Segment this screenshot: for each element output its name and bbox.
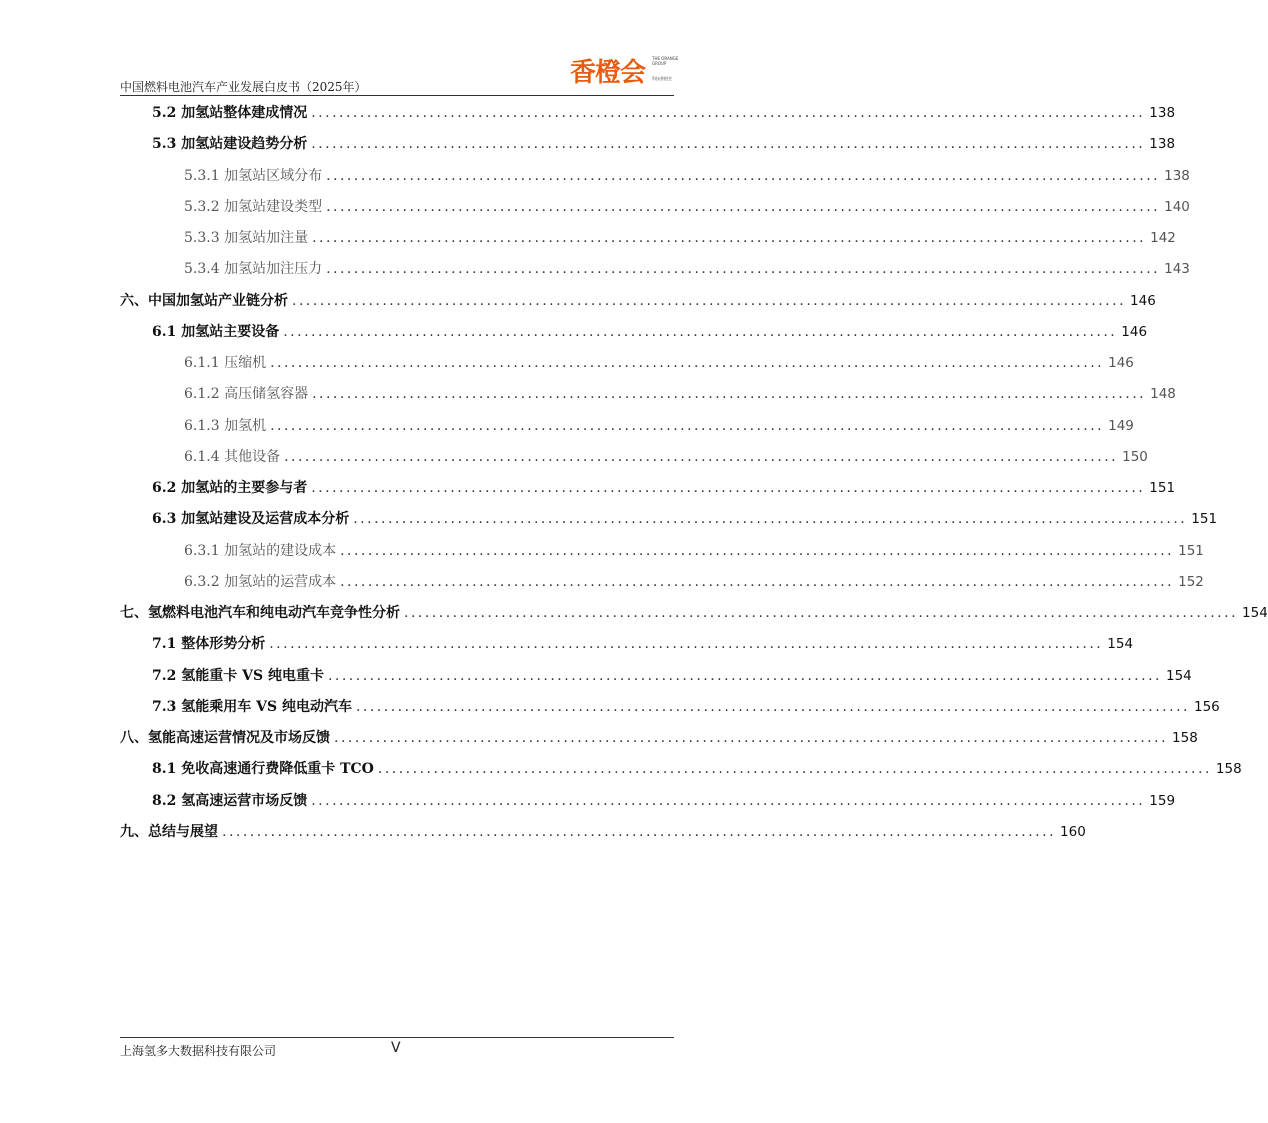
toc-leader-dots: ........................................................................................................................ — [355, 698, 1190, 715]
toc-leader-dots: ........................................................................................................................ — [311, 136, 1146, 153]
toc-entry-label: 5.3.1 加氢站区域分布 — [184, 167, 323, 184]
toc-entry[interactable] — [184, 227, 1176, 249]
toc-entry-label: 6.1.4 其他设备 — [184, 448, 281, 465]
toc-leader-dots: ........................................................................................................................ — [312, 386, 1147, 403]
logo-text: 香橙会 — [570, 58, 646, 88]
toc-leader-dots: ........................................................................................................................ — [311, 480, 1146, 496]
toc-entry-label: 6.1.1 压缩机 — [184, 355, 267, 371]
toc-entry-page: 151 — [1178, 542, 1204, 559]
toc-leader-dots: ........................................................................................................................ — [222, 823, 1057, 840]
toc-leader-dots: ........................................................................................................................ — [311, 792, 1146, 809]
toc-entry[interactable] — [184, 540, 1204, 562]
toc-entry-page: 158 — [1215, 761, 1242, 778]
toc-entry-page: 158 — [1172, 730, 1198, 746]
toc-entry[interactable] — [152, 790, 1176, 812]
toc-leader-dots: ........................................................................................................................ — [340, 573, 1175, 590]
toc-entry-label: 六、中国加氢站产业链分析 — [120, 292, 288, 309]
toc-leader-dots: ........................................................................................................................ — [326, 167, 1161, 184]
toc-entry[interactable] — [152, 665, 1192, 687]
toc-entry-label: 5.3.3 加氢站加注量 — [184, 230, 309, 246]
toc-leader-dots: ........................................................................................................................ — [404, 605, 1239, 621]
toc-entry[interactable] — [152, 508, 1218, 530]
toc-entry[interactable] — [120, 821, 1086, 843]
toc-entry-label: 7.3 氢能乘用车 VS 纯电动汽车 — [152, 698, 352, 715]
toc-entry[interactable] — [152, 633, 1134, 655]
toc-entry[interactable] — [120, 290, 1156, 312]
toc-entry-label: 5.3.4 加氢站加注压力 — [184, 261, 323, 278]
toc-entry-label: 7.1 整体形势分析 — [152, 636, 266, 653]
toc-entry[interactable] — [120, 727, 1198, 749]
toc-entry-page: 138 — [1164, 167, 1190, 184]
brand-logo — [570, 52, 680, 88]
toc-entry-label: 6.1.3 加氢机 — [184, 417, 267, 434]
toc-entry[interactable] — [184, 383, 1176, 405]
toc-entry-label: 九、总结与展望 — [120, 823, 218, 840]
toc-entry-page: 149 — [1108, 417, 1134, 434]
toc-entry-label: 6.1 加氢站主要设备 — [152, 323, 280, 340]
toc-entry-label: 6.3.2 加氢站的运营成本 — [184, 573, 337, 590]
toc-entry-page: 152 — [1178, 573, 1204, 590]
toc-entry-page: 146 — [1121, 323, 1148, 340]
footer-company: 上海氢多大数据科技有限公司 — [120, 1044, 277, 1058]
toc-entry-label: 6.2 加氢站的主要参与者 — [152, 480, 308, 496]
toc-leader-dots: ........................................................................................................................ — [377, 761, 1212, 778]
toc-entry-label: 6.1.2 高压储氢容器 — [184, 386, 309, 403]
toc-entry-label: 八、氢能高速运营情况及市场反馈 — [120, 730, 330, 746]
page-number: V — [391, 1040, 401, 1056]
toc-entry[interactable] — [184, 571, 1204, 593]
toc-leader-dots: ........................................................................................................................ — [283, 323, 1118, 340]
toc-entry[interactable] — [152, 321, 1148, 343]
toc-entry-page: 138 — [1149, 136, 1176, 153]
toc-leader-dots: ........................................................................................................................ — [311, 105, 1146, 121]
toc-entry-page: 151 — [1191, 511, 1218, 528]
toc-entry-page: 146 — [1130, 292, 1156, 309]
toc-leader-dots: ........................................................................................................................ — [292, 292, 1127, 309]
toc-leader-dots: ........................................................................................................................ — [312, 230, 1147, 246]
toc-entry-page: 154 — [1165, 667, 1192, 684]
toc-entry[interactable] — [184, 165, 1190, 187]
toc-leader-dots: ........................................................................................................................ — [269, 636, 1104, 653]
toc-entry-page: 150 — [1122, 448, 1148, 465]
toc-entry-label: 5.3 加氢站建设趋势分析 — [152, 136, 308, 153]
toc-entry-page: 154 — [1242, 605, 1268, 621]
toc-entry-label: 5.2 加氢站整体建成情况 — [152, 105, 308, 121]
toc-leader-dots: ........................................................................................................................ — [326, 198, 1161, 215]
toc-entry-label: 6.3.1 加氢站的建设成本 — [184, 542, 337, 559]
toc-leader-dots: ........................................................................................................................ — [353, 511, 1188, 528]
toc-entry-page: 156 — [1193, 698, 1220, 715]
toc-entry-label: 5.3.2 加氢站建设类型 — [184, 198, 323, 215]
toc-entry[interactable] — [152, 102, 1176, 124]
toc-entry[interactable] — [152, 133, 1176, 155]
toc-leader-dots: ........................................................................................................................ — [326, 261, 1161, 278]
toc-entry-page: 146 — [1108, 355, 1134, 371]
header-divider — [120, 95, 674, 96]
header-title: 中国燃料电池汽车产业发展白皮书（2025年） — [120, 80, 367, 94]
toc-leader-dots: ........................................................................................................................ — [284, 448, 1119, 465]
toc-entry-label: 七、氢燃料电池汽车和纯电动汽车竞争性分析 — [120, 605, 400, 621]
toc-entry[interactable] — [152, 758, 1242, 780]
toc-entry-label: 8.1 免收高速通行费降低重卡 TCO — [152, 761, 374, 778]
toc-entry-page: 154 — [1107, 636, 1134, 653]
toc-entry[interactable] — [184, 196, 1190, 218]
toc-entry-label: 6.3 加氢站建设及运营成本分析 — [152, 511, 350, 528]
logo-subtitle: 科技香橙会 — [652, 76, 672, 81]
toc-entry[interactable] — [184, 446, 1148, 468]
toc-entry-page: 143 — [1164, 261, 1190, 278]
toc-entry-page: 148 — [1150, 386, 1176, 403]
logo-english: THE ORANGE GROUP — [652, 56, 679, 66]
toc-entry-label: 8.2 氢高速运营市场反馈 — [152, 792, 308, 809]
toc-leader-dots: ........................................................................................................................ — [334, 730, 1169, 746]
toc-entry[interactable] — [184, 258, 1190, 280]
toc-leader-dots: ........................................................................................................................ — [270, 417, 1105, 434]
toc-leader-dots: ........................................................................................................................ — [327, 667, 1162, 684]
toc-leader-dots: ........................................................................................................................ — [340, 542, 1175, 559]
toc-entry-label: 7.2 氢能重卡 VS 纯电重卡 — [152, 667, 324, 684]
toc-entry-page: 159 — [1149, 792, 1176, 809]
toc-entry-page: 142 — [1150, 230, 1176, 246]
toc-entry[interactable] — [184, 352, 1134, 374]
toc-entry-page: 140 — [1164, 198, 1190, 215]
toc-leader-dots: ........................................................................................................................ — [270, 355, 1105, 371]
toc-entry[interactable] — [184, 415, 1134, 437]
toc-entry[interactable] — [152, 477, 1176, 499]
toc-entry[interactable] — [152, 696, 1220, 718]
toc-entry[interactable] — [120, 602, 1268, 624]
toc-entry-page: 160 — [1060, 823, 1086, 840]
toc-entry-page: 151 — [1149, 480, 1176, 496]
toc-entry-page: 138 — [1149, 105, 1176, 121]
footer-divider — [120, 1037, 674, 1038]
